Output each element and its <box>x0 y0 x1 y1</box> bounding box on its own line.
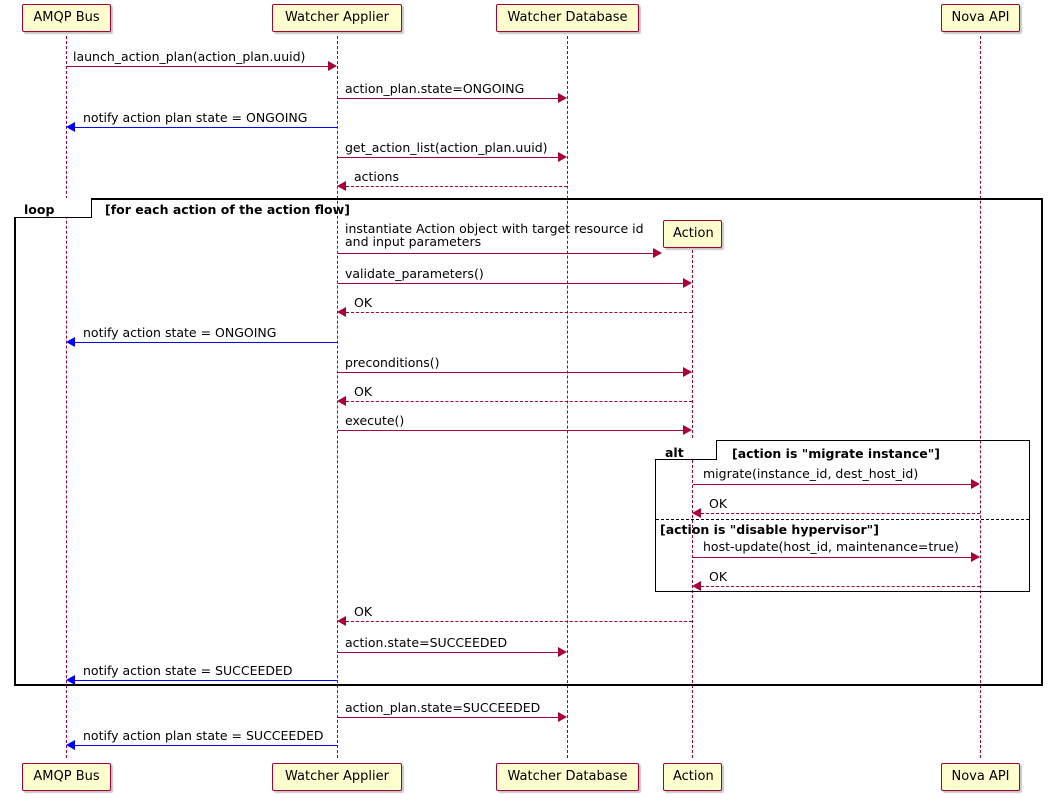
message-label-m21: notify action plan state = SUCCEEDED <box>83 728 324 743</box>
message-label-m13: migrate(instance_id, dest_host_id) <box>703 466 919 481</box>
message-line-m10 <box>338 372 684 373</box>
participant-db-top[interactable] <box>496 4 639 32</box>
message-line-m5 <box>346 186 567 187</box>
participant-label: Nova API <box>951 769 1010 784</box>
participant-applier-bottom[interactable] <box>272 763 402 791</box>
participant-db-bottom[interactable] <box>496 763 639 791</box>
message-line-m14 <box>701 513 980 514</box>
participant-label: Watcher Applier <box>285 10 389 25</box>
message-arrowhead-m18 <box>558 647 567 657</box>
message-line-m13 <box>693 484 972 485</box>
message-arrowhead-m10 <box>683 367 692 377</box>
message-line-m16 <box>701 586 980 587</box>
message-line-m12 <box>338 430 684 431</box>
message-arrowhead-m13 <box>971 479 980 489</box>
alt-frame-else-condition: [action is "disable hypervisor"] <box>660 522 879 537</box>
participant-amqp-bottom[interactable] <box>22 763 111 791</box>
message-arrowhead-m4 <box>558 152 567 162</box>
alt-frame-divider <box>656 519 1029 520</box>
message-arrowhead-m19 <box>66 675 75 685</box>
message-line-m21 <box>75 745 337 746</box>
participant-label: Nova API <box>951 10 1010 25</box>
message-line-m7 <box>338 283 684 284</box>
message-arrowhead-m12 <box>683 425 692 435</box>
message-arrowhead-m14 <box>692 508 701 518</box>
message-label-m12: execute() <box>345 413 405 428</box>
participant-nova-top[interactable] <box>941 4 1020 32</box>
message-label-m14: OK <box>709 496 728 511</box>
message-label-m20: action_plan.state=SUCCEEDED <box>345 700 541 715</box>
participant-label: AMQP Bus <box>33 10 100 25</box>
alt-frame-condition: [action is "migrate instance"] <box>732 446 940 461</box>
participant-amqp-top[interactable] <box>22 4 111 32</box>
participant-label: Action <box>673 769 714 784</box>
participant-label: AMQP Bus <box>33 769 100 784</box>
message-arrowhead-m17 <box>337 616 346 626</box>
message-arrowhead-m6 <box>653 248 662 258</box>
message-label-m4: get_action_list(action_plan.uuid) <box>345 140 548 155</box>
message-arrowhead-m15 <box>971 552 980 562</box>
participant-applier-top[interactable] <box>272 4 402 32</box>
message-line-m17 <box>346 621 692 622</box>
message-label-m15: host-update(host_id, maintenance=true) <box>703 539 959 554</box>
message-arrowhead-m7 <box>683 278 692 288</box>
loop-frame-condition: [for each action of the action flow] <box>105 202 350 217</box>
message-label-m17: OK <box>354 604 373 619</box>
message-line-m1 <box>67 66 329 67</box>
message-line-m9 <box>75 342 337 343</box>
message-line-m4 <box>338 157 559 158</box>
message-arrowhead-m8 <box>337 307 346 317</box>
message-label-m7: validate_parameters() <box>345 266 484 281</box>
message-line-m20 <box>338 717 559 718</box>
loop-frame-tab-label: loop <box>24 202 55 217</box>
message-label-m10: preconditions() <box>345 355 440 370</box>
message-label-m8: OK <box>354 295 373 310</box>
participant-label: Watcher Database <box>507 769 628 784</box>
message-label-m19: notify action state = SUCCEEDED <box>83 663 293 678</box>
message-arrowhead-m9 <box>66 337 75 347</box>
message-arrowhead-m1 <box>328 61 337 71</box>
message-line-m15 <box>693 557 972 558</box>
message-label-m9: notify action state = ONGOING <box>83 325 277 340</box>
message-arrowhead-m5 <box>337 181 346 191</box>
alt-frame-tab-label: alt <box>665 445 684 460</box>
message-arrowhead-m11 <box>337 396 346 406</box>
message-line-m3 <box>75 127 337 128</box>
participant-label: Watcher Database <box>507 10 628 25</box>
participant-action-bottom[interactable] <box>663 763 722 791</box>
message-arrowhead-m16 <box>692 581 701 591</box>
message-arrowhead-m2 <box>558 93 567 103</box>
message-label-m18: action.state=SUCCEEDED <box>345 635 508 650</box>
participant-label: Action <box>673 226 714 241</box>
message-line-m6 <box>338 253 654 254</box>
message-arrowhead-m3 <box>66 122 75 132</box>
message-line-m11 <box>346 401 692 402</box>
message-label-m5: actions <box>354 169 399 184</box>
message-label-m2: action_plan.state=ONGOING <box>345 81 525 96</box>
participant-nova-bottom[interactable] <box>941 763 1020 791</box>
participant-label: Watcher Applier <box>285 769 389 784</box>
message-label-m6: instantiate Action object with target resource id and input parameters <box>345 221 644 249</box>
message-label-m1: launch_action_plan(action_plan.uuid) <box>73 49 306 64</box>
message-line-m2 <box>338 98 559 99</box>
message-arrowhead-m21 <box>66 740 75 750</box>
message-label-m3: notify action plan state = ONGOING <box>83 110 308 125</box>
message-label-m11: OK <box>354 384 373 399</box>
message-arrowhead-m20 <box>558 712 567 722</box>
message-line-m18 <box>338 652 559 653</box>
message-line-m19 <box>75 680 337 681</box>
message-label-m16: OK <box>709 569 728 584</box>
message-line-m8 <box>346 312 692 313</box>
